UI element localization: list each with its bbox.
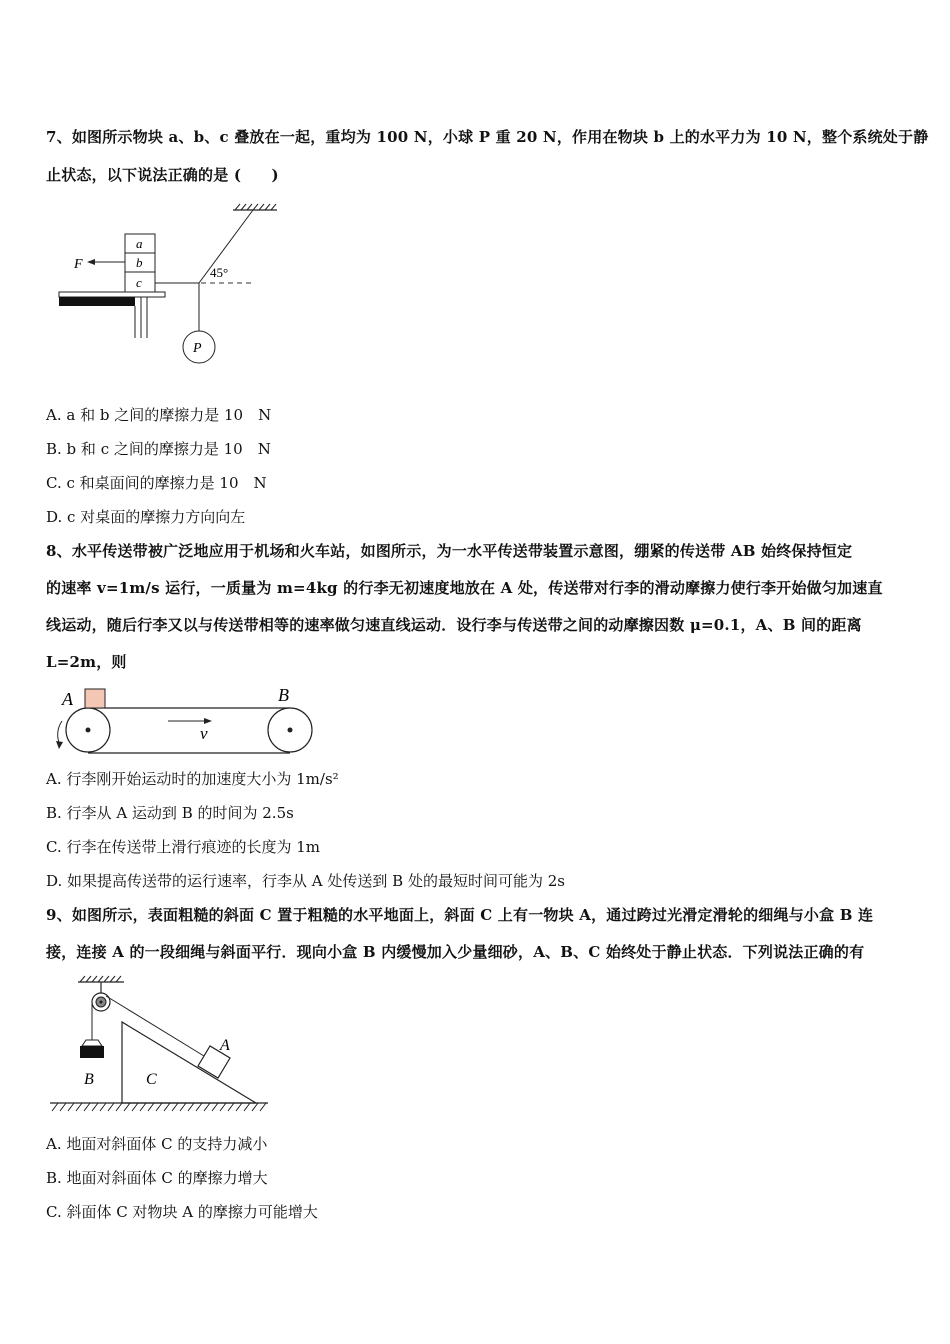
q8-option-c: C. 行李在传送带上滑行痕迹的长度为 1m — [46, 838, 321, 856]
q7-figure — [55, 198, 290, 373]
q9-option-c: C. 斜面体 C 对物块 A 的摩擦力可能增大 — [46, 1203, 318, 1221]
q7-option-a: A. a 和 b 之间的摩擦力是 10 N — [46, 406, 272, 424]
q7-block-a-label: a — [136, 236, 143, 251]
q7-stem-line1: 7、如图所示物块 a、b、c 叠放在一起，重均为 100 N，小球 P 重 20 N，作用在物块 b 上的水平力为 10 N，整个系统处于静 — [46, 128, 929, 146]
q8-velocity-label: v — [200, 724, 208, 743]
q8-label-b: B — [278, 685, 289, 705]
q9-box-b — [80, 1046, 104, 1058]
q9-stem-line1: 9、如图所示，表面粗糙的斜面 C 置于粗糙的水平地面上，斜面 C 上有一物块 A，通过跨过光滑定滑轮的细绳与小盒 B 连 — [46, 906, 874, 924]
q7-block-b-label: b — [136, 255, 143, 270]
q7-block-c-label: c — [136, 275, 142, 290]
q8-option-b: B. 行李从 A 运动到 B 的时间为 2.5s — [46, 804, 294, 822]
q8-stem-line3: 线运动，随后行李又以与传送带相等的速率做匀速直线运动．设行李与传送带之间的动摩擦因数 μ=0.1，A、B 间的距离 — [46, 616, 862, 634]
q8-option-a: A. 行李刚开始运动时的加速度大小为 1m/s² — [46, 770, 339, 788]
q7-ball-label: P — [193, 341, 202, 356]
q9-label-a: A — [220, 1037, 230, 1054]
q7-stem-line2: 止状态，以下说法正确的是 ( ) — [46, 166, 279, 184]
q7-angle-label: 45° — [210, 265, 229, 280]
q7-option-d: D. c 对桌面的摩擦力方向向左 — [46, 508, 246, 526]
q8-option-d: D. 如果提高传送带的运行速率，行李从 A 处传送到 B 处的最短时间可能为 2s — [46, 872, 565, 890]
q8-stem-line1: 8、水平传送带被广泛地应用于机场和火车站，如图所示，为一水平传送带装置示意图，绷紧的传送带 AB 始终保持恒定 — [46, 542, 853, 560]
q8-stem-line4: L=2m，则 — [46, 653, 127, 671]
q7-option-b: B. b 和 c 之间的摩擦力是 10 N — [46, 440, 271, 458]
q9-label-c: C — [146, 1071, 157, 1088]
q8-stem-line2: 的速率 v=1m/s 运行，一质量为 m=4kg 的行李无初速度地放在 A 处，传送带对行李的滑动摩擦力使行李开始做匀加速直 — [46, 579, 883, 597]
q9-option-a: A. 地面对斜面体 C 的支持力减小 — [46, 1135, 268, 1153]
q8-luggage — [85, 689, 105, 708]
q7-option-c: C. c 和桌面间的摩擦力是 10 N — [46, 474, 267, 492]
q9-stem-line2: 接，连接 A 的一段细绳与斜面平行．现向小盒 B 内缓慢加入少量细砂，A、B、C 始终处于静止状态．下列说法正确的有 — [46, 943, 865, 961]
q7-force-label: F — [74, 257, 83, 272]
q8-figure — [40, 683, 325, 763]
q8-label-a: A — [62, 689, 73, 709]
q9-option-b: B. 地面对斜面体 C 的摩擦力增大 — [46, 1169, 268, 1187]
q9-label-b: B — [84, 1071, 94, 1088]
q9-figure — [46, 972, 276, 1120]
q9-incline-c — [122, 1022, 256, 1103]
